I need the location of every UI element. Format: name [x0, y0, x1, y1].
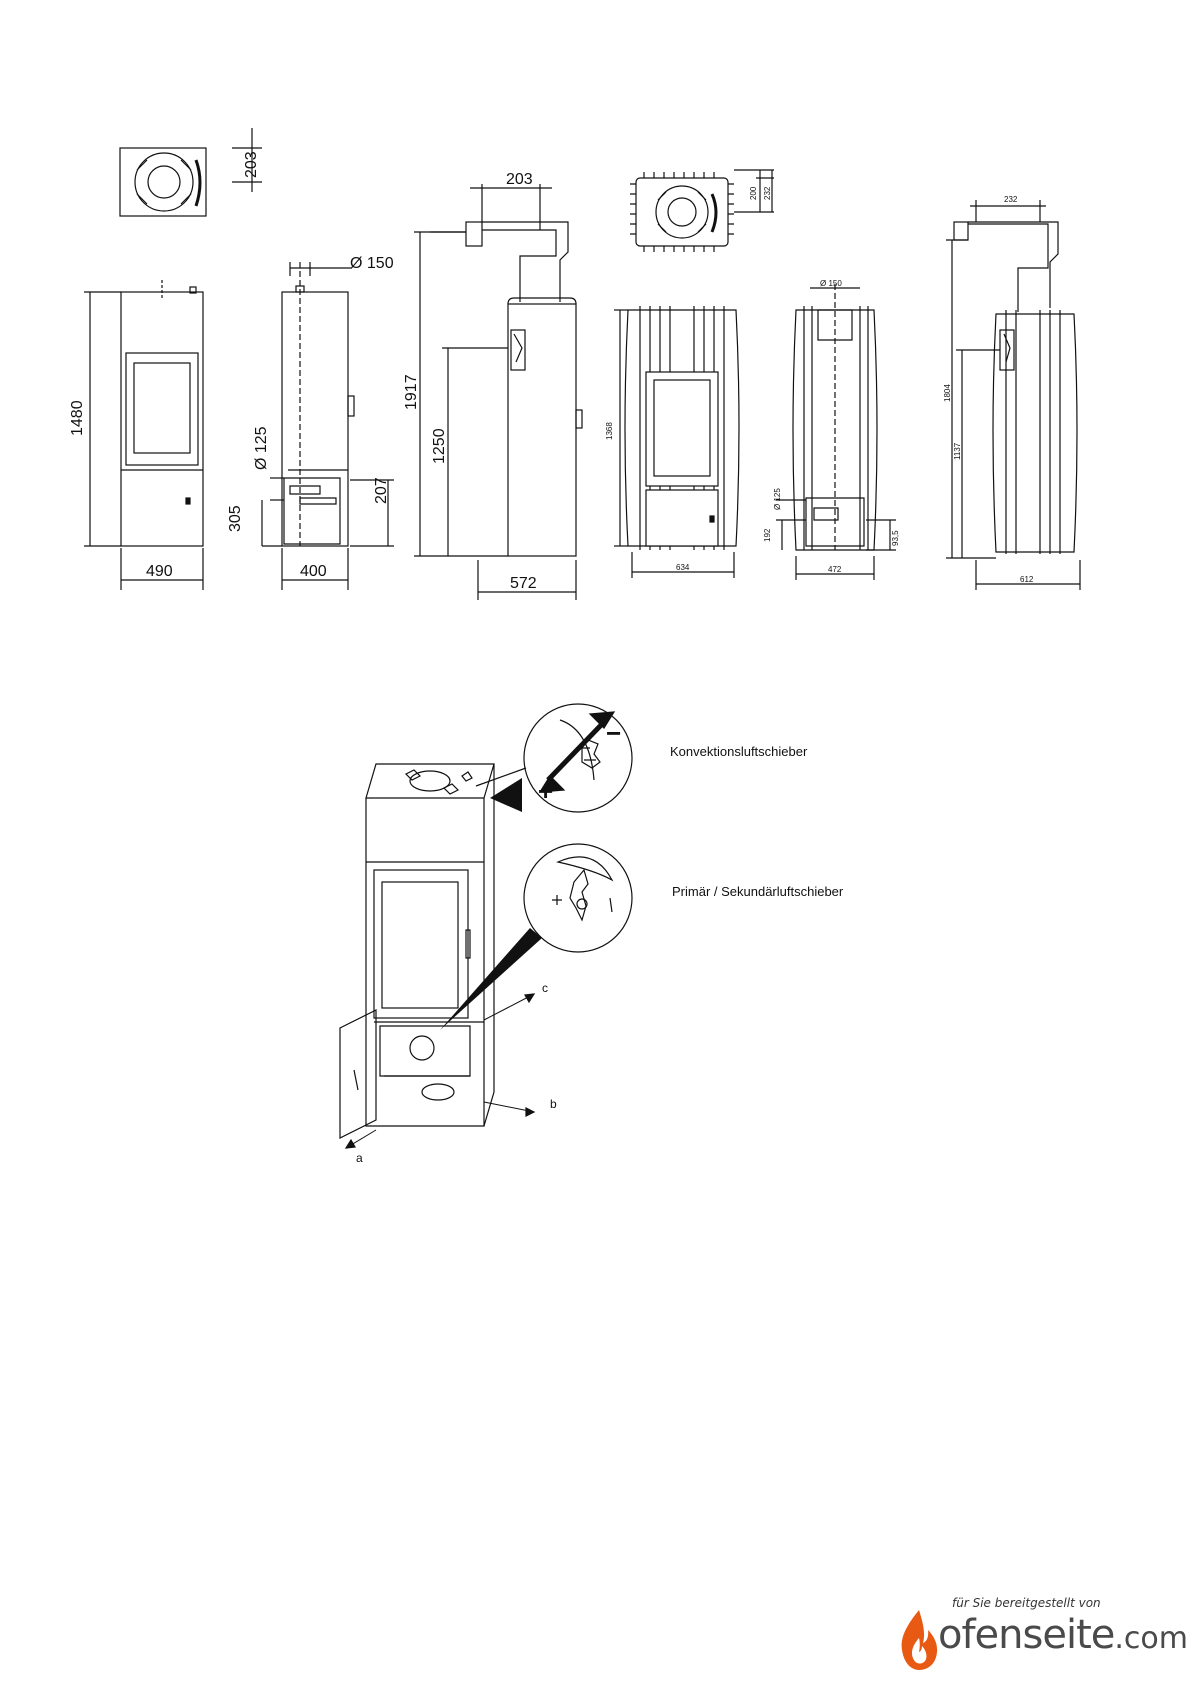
- dim-b-192: 192: [763, 528, 772, 542]
- label-convection-slider: Konvektionsluftschieber: [670, 744, 808, 759]
- ofenseite-branding: [898, 1596, 1188, 1680]
- dim-c-outlet: 1137: [953, 442, 962, 460]
- dim-b-flue: Ø 150: [820, 279, 842, 288]
- dim-rear-depth: 572: [510, 575, 537, 592]
- dim-b-depth: 472: [828, 565, 842, 574]
- dim-side-inlet: Ø 125: [253, 426, 270, 470]
- brand-wordmark: [938, 1612, 1188, 1658]
- dim-front-height: 1480: [69, 400, 86, 436]
- dim-front-width: 490: [146, 563, 173, 580]
- brand-name: ofenseite: [938, 1612, 1115, 1658]
- axis-label-c: c: [542, 981, 548, 995]
- dim-side-base-height: 207: [373, 477, 390, 504]
- dim-top-view-a: 203: [243, 151, 260, 178]
- dim-top-b-232: 232: [763, 186, 772, 200]
- isometric-stove: [340, 764, 534, 1148]
- dim-rear-offset: 203: [506, 171, 533, 188]
- callout-labels: [356, 718, 844, 1165]
- front-view-a: [84, 280, 203, 590]
- dim-b-inlet: Ø 125: [773, 488, 782, 510]
- dim-total-height: 1917: [403, 374, 420, 410]
- dim-side-depth: 400: [300, 563, 327, 580]
- flame-logo: [898, 1608, 940, 1672]
- dim-side-flue: Ø 150: [350, 255, 394, 272]
- side-view-a: [262, 262, 394, 590]
- callout-primary: [440, 768, 632, 1030]
- side-view-b: [776, 284, 896, 580]
- front-view-b: [614, 306, 739, 578]
- side-view-pipe: [414, 184, 582, 600]
- dim-outlet-height: 1250: [431, 428, 448, 464]
- brand-domain: .com: [1114, 1621, 1188, 1656]
- axis-label-a: a: [356, 1151, 363, 1165]
- top-view-b: [630, 170, 774, 252]
- dim-top-b-200: 200: [749, 186, 758, 200]
- dim-b-height: 1368: [605, 422, 614, 440]
- label-primary-slider: Primär / Sekundärluftschieber: [672, 884, 844, 899]
- dimension-labels: [69, 151, 1034, 592]
- dim-c-offset: 232: [1004, 195, 1018, 204]
- convection-plus-sign: +: [538, 776, 554, 806]
- dim-c-width: 612: [1020, 575, 1034, 584]
- dim-b-935: 93,5: [891, 530, 900, 546]
- dim-c-height: 1804: [943, 384, 952, 402]
- side-view-c: [946, 200, 1080, 590]
- dim-b-width: 634: [676, 563, 690, 572]
- top-view-a: [120, 128, 262, 216]
- axis-label-b: b: [550, 1097, 557, 1111]
- dim-side-inlet-height: 305: [227, 505, 244, 532]
- brand-tagline: für Sie bereitgestellt von: [952, 1596, 1101, 1610]
- convection-minus-sign: −: [606, 718, 622, 748]
